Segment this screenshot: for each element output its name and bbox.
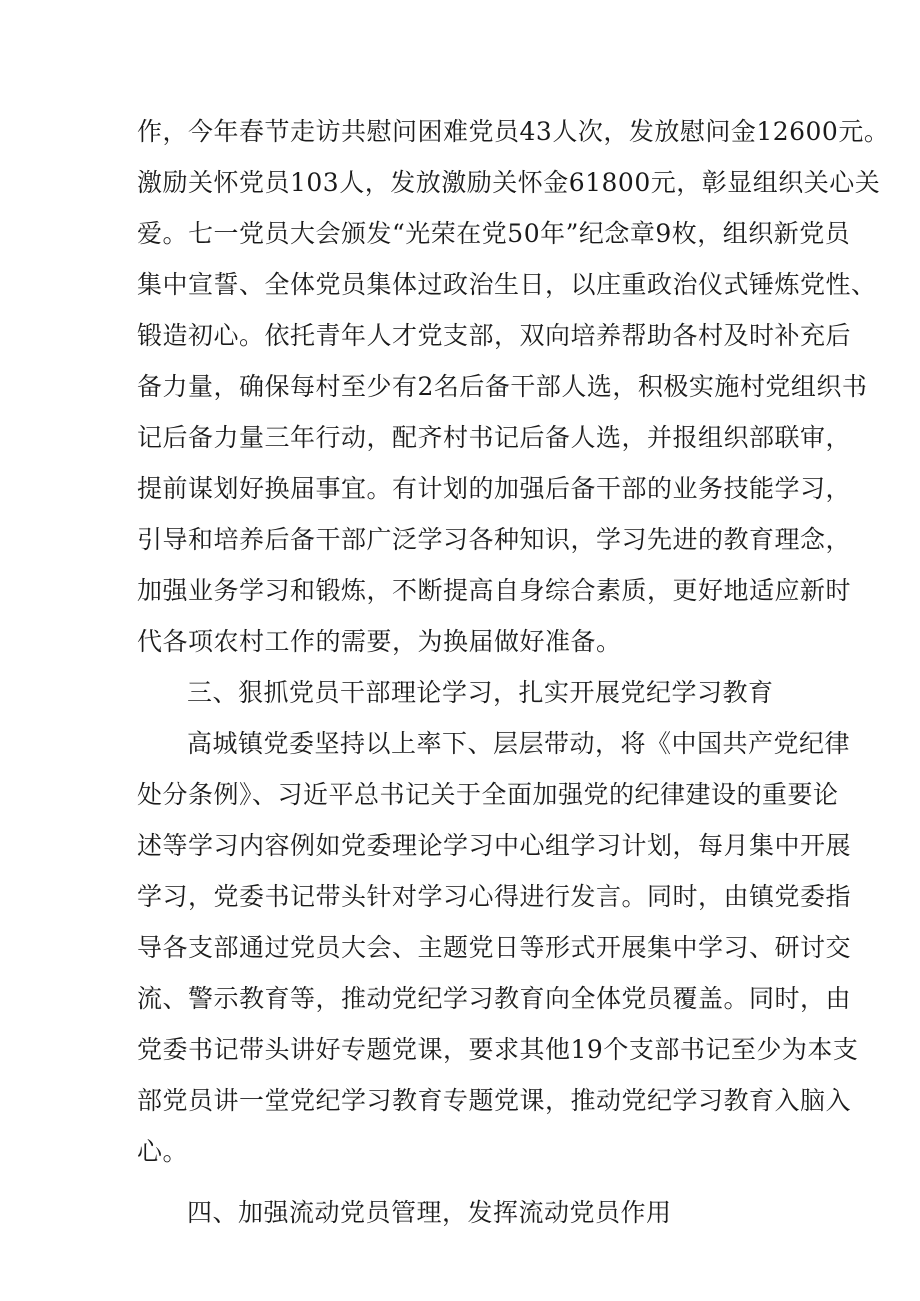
section-heading-4: 四、加强流动党员管理，发挥流动党员作用	[187, 1198, 672, 1227]
body-text-line: 部党员讲一堂党纪学习教育专题党课，推动党纪学习教育入脑入	[137, 1086, 852, 1115]
body-text-line: 流、警示教育等，推动党纪学习教育向全体党员覆盖。同时，由	[137, 984, 852, 1013]
body-text-line: 爱。七一党员大会颁发“光荣在党50年”纪念章9枚，组织新党员	[137, 219, 851, 248]
body-text-line: 备力量，确保每村至少有2名后备干部人选，积极实施村党组织书	[137, 372, 868, 401]
body-text-line: 处分条例》、习近平总书记关于全面加强党的纪律建设的重要论	[137, 780, 839, 809]
body-text-line: 党委书记带头讲好专题党课，要求其他19个支部书记至少为本支	[137, 1035, 859, 1064]
body-text-line: 记后备力量三年行动，配齐村书记后备人选，并报组织部联审，	[137, 423, 852, 452]
body-text-line: 锻造初心。依托青年人才党支部，双向培养帮助各村及时补充后	[137, 321, 852, 350]
body-text-line: 加强业务学习和锻炼，不断提高自身综合素质，更好地适应新时	[137, 576, 852, 605]
body-text-line: 导各支部通过党员大会、主题党日等形式开展集中学习、研讨交	[137, 933, 852, 962]
body-text-line: 心。	[137, 1137, 189, 1166]
body-text-line: 代各项农村工作的需要，为换届做好准备。	[137, 627, 622, 656]
body-text-line: 激励关怀党员103人，发放激励关怀金61800元，彰显组织关心关	[137, 168, 881, 197]
body-text-line: 提前谋划好换届事宜。有计划的加强后备干部的业务技能学习，	[137, 474, 852, 503]
body-text-line: 高城镇党委坚持以上率下、层层带动，将《中国共产党纪律	[187, 729, 851, 758]
body-text-line: 述等学习内容例如党委理论学习中心组学习计划，每月集中开展	[137, 831, 852, 860]
body-text-line: 学习，党委书记带头针对学习心得进行发言。同时，由镇党委指	[137, 882, 852, 911]
body-text-line: 引导和培养后备干部广泛学习各种知识，学习先进的教育理念，	[137, 525, 852, 554]
body-text-line: 集中宣誓、全体党员集体过政治生日，以庄重政治仪式锤炼党性、	[137, 270, 877, 299]
section-heading-3: 三、狠抓党员干部理论学习，扎实开展党纪学习教育	[187, 678, 774, 707]
body-text-line: 作，今年春节走访共慰问困难党员43人次，发放慰问金12600元。	[137, 117, 890, 146]
